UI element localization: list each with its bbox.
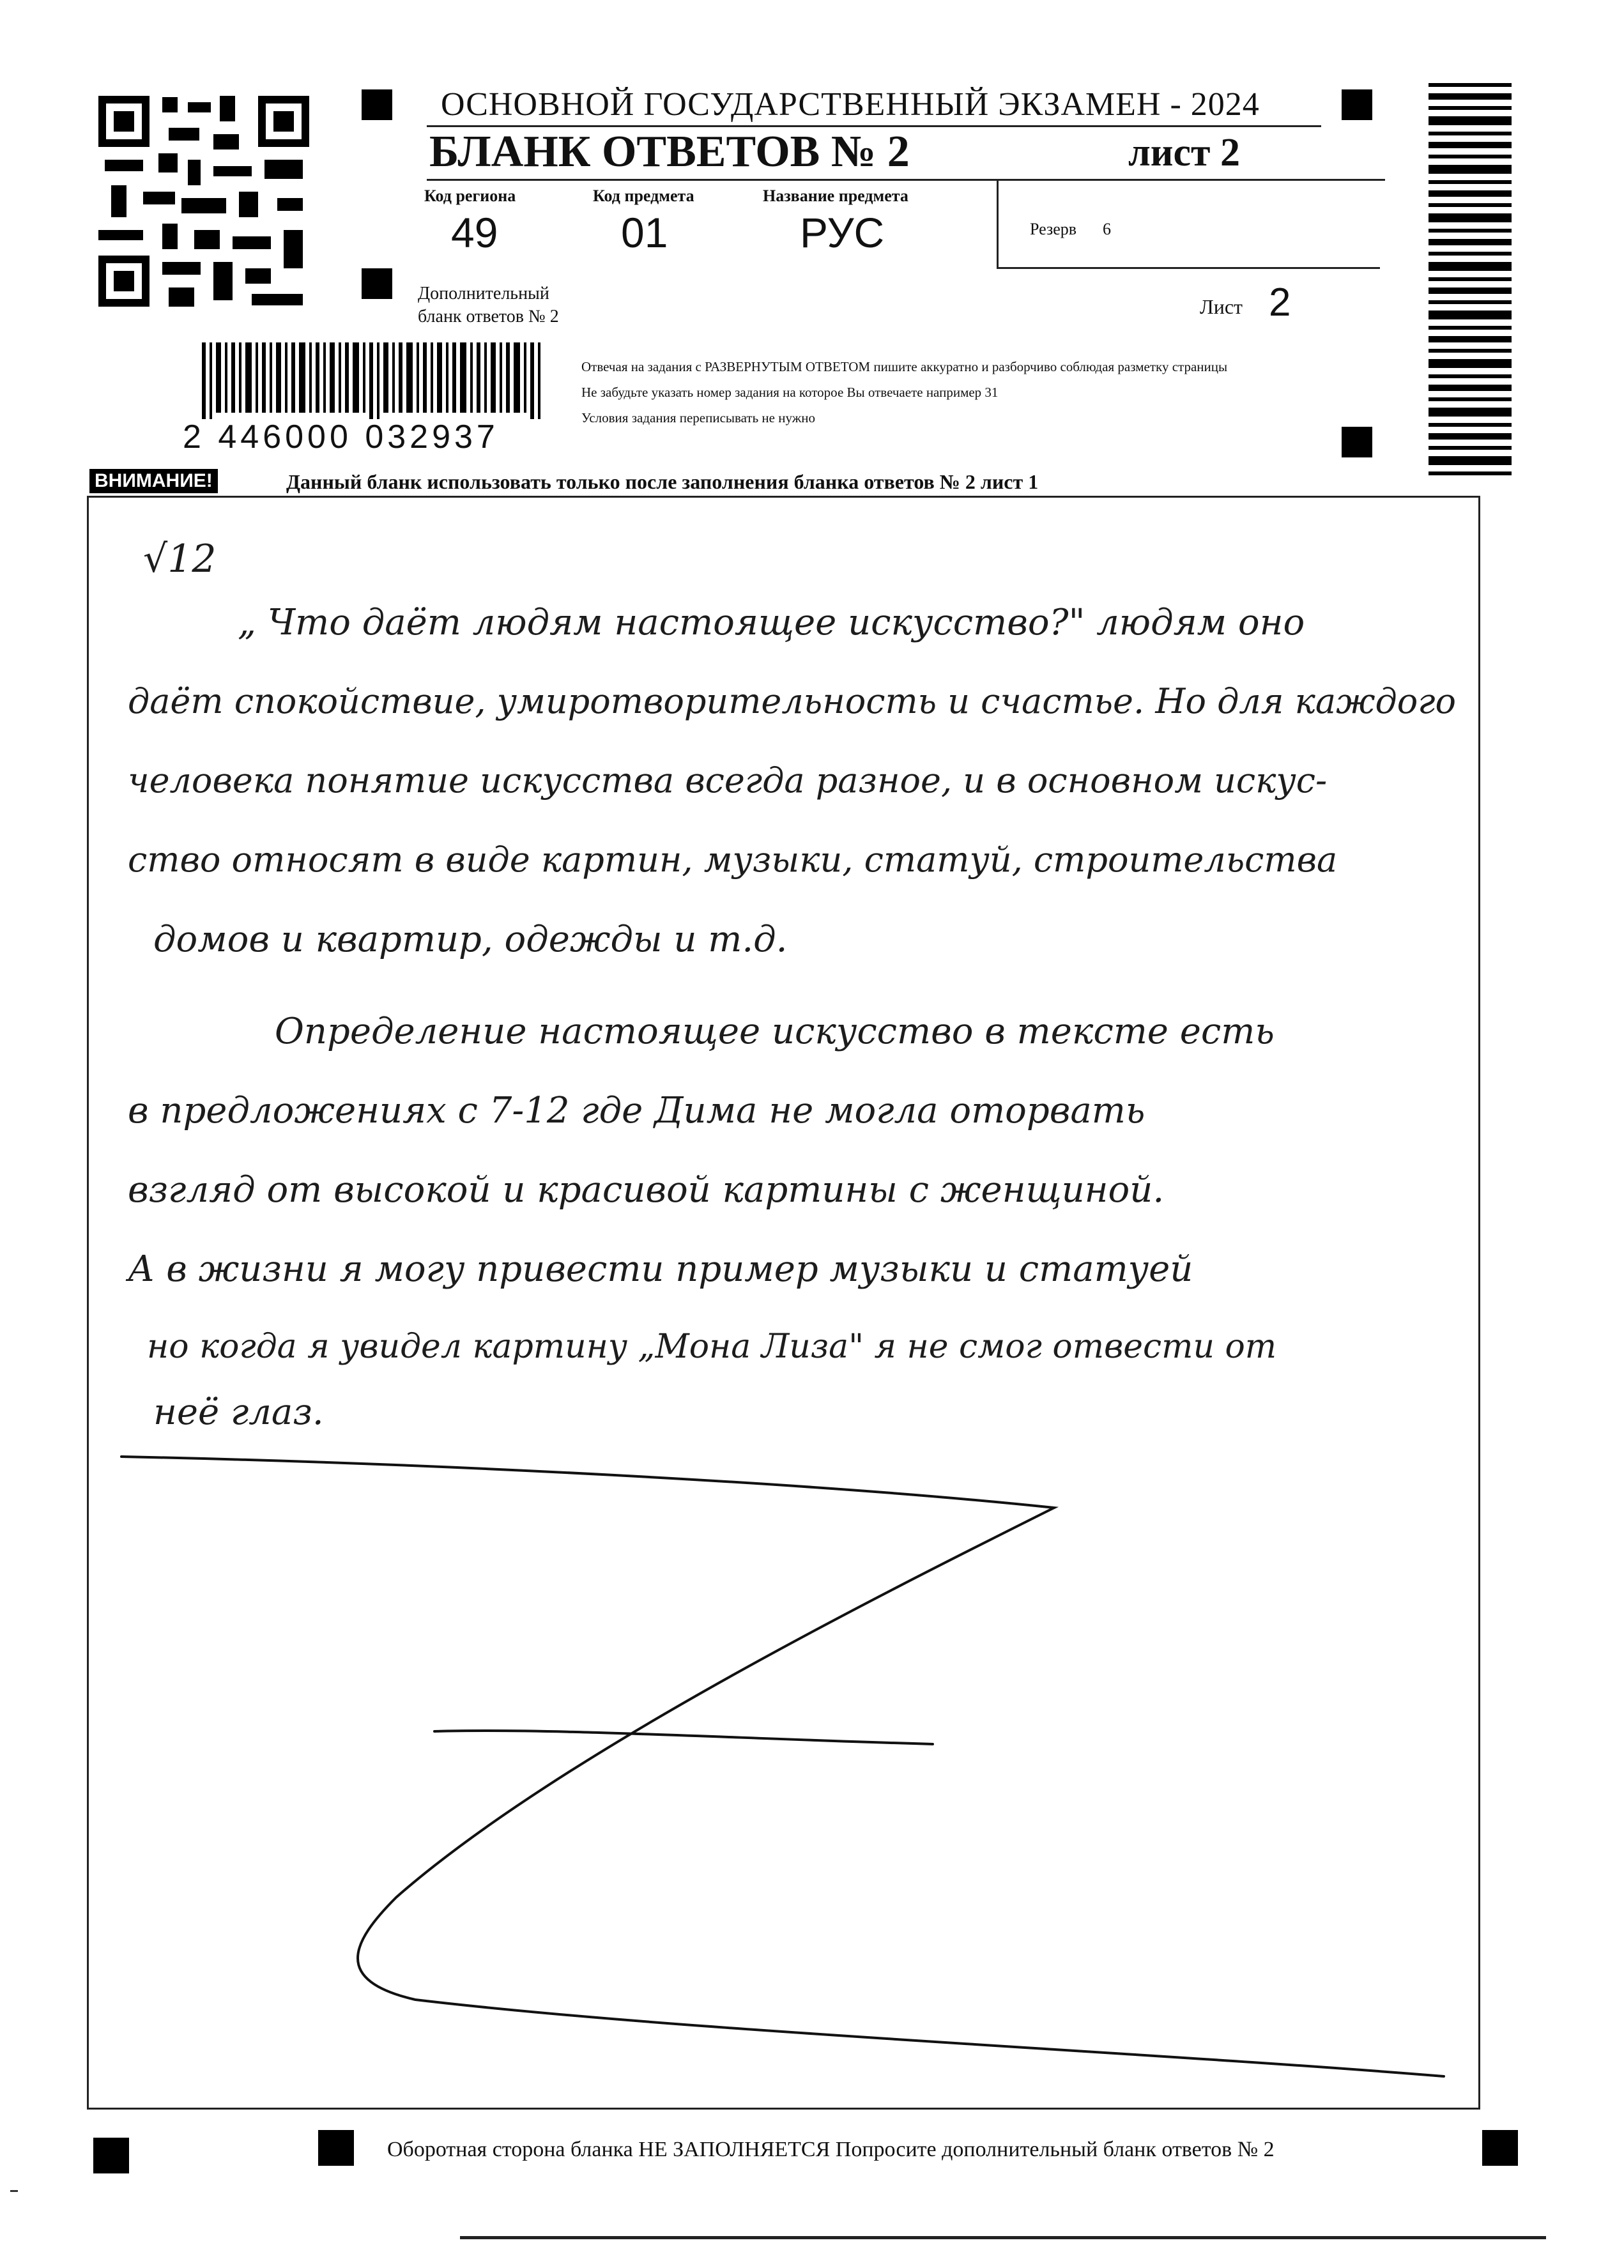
side-barcode — [1429, 83, 1512, 479]
answer-line-6: Определение настоящее искусство в тексте есть — [275, 1011, 1275, 1052]
empty-space-z-mark — [109, 1437, 1463, 2102]
answer-line-8: взгляд от высокой и красивой картины с женщиной. — [128, 1169, 1165, 1211]
margin-dash — [10, 2190, 18, 2192]
subject-code-label: Код предмета — [593, 187, 694, 205]
header-divider — [997, 179, 999, 268]
reserve-label: Резерв — [1030, 220, 1077, 238]
registration-mark-mid-right — [1342, 427, 1372, 457]
registration-mark-top-right — [1342, 89, 1372, 120]
region-label: Код региона — [424, 187, 516, 205]
footer-text: Оборотная сторона бланка НЕ ЗАПОЛНЯЕТСЯ Попросите дополнительный бланк ответов № 2 — [387, 2138, 1275, 2161]
reserve-value: 6 — [1103, 220, 1111, 238]
registration-mark-bottom-left — [93, 2138, 129, 2173]
form-barcode-graphic — [202, 342, 547, 419]
answer-line-5: домов и квартир, одежды и т.д. — [153, 919, 788, 960]
attention-text: Данный бланк использовать только после заполнения бланка ответов № 2 лист 1 — [286, 470, 1039, 493]
answer-line-10: но когда я увидел картину „Мона Лиза" я не смог отвести от — [147, 1328, 1277, 1366]
registration-mark-top-left — [362, 89, 392, 120]
z-mark-graphic — [109, 1437, 1463, 2102]
sheet-value: 2 — [1269, 280, 1291, 325]
form-title: БЛАНК ОТВЕТОВ № 2 — [429, 127, 910, 176]
qr-code — [92, 89, 316, 313]
instruction-line-3: Условия задания переписывать не нужно — [581, 410, 815, 425]
additional-label-line2: бланк ответов № 2 — [418, 307, 559, 326]
answer-line-9: А в жизни я могу привести пример музыки и статуей — [128, 1248, 1193, 1290]
header-rule-2 — [427, 179, 1385, 181]
registration-mark-bottom-center — [318, 2130, 354, 2166]
task-number: √12 — [143, 537, 217, 581]
header-rule-3 — [997, 267, 1380, 269]
region-value: 49 — [451, 209, 498, 256]
registration-mark-mid-left — [362, 268, 392, 299]
qr-code-graphic — [92, 89, 316, 313]
barcode-number: 2 446000 032937 — [183, 418, 499, 456]
sheet-label: Лист — [1200, 295, 1243, 318]
subject-code-value: 01 — [621, 209, 668, 256]
instruction-line-2: Не забудьте указать номер задания на которое Вы отвечаете например 31 — [581, 385, 999, 400]
attention-badge: ВНИМАНИЕ! — [89, 469, 218, 493]
subject-name-value: РУС — [800, 209, 885, 256]
bottom-rule — [460, 2236, 1546, 2239]
answer-line-1: „ Что даёт людям настоящее искусство?" людям оно — [238, 602, 1305, 643]
subject-name-label: Название предмета — [763, 187, 908, 205]
answer-line-2: даёт спокойствие, умиротворительность и счастье. Но для каждого — [128, 681, 1456, 721]
exam-title: ОСНОВНОЙ ГОСУДАРСТВЕННЫЙ ЭКЗАМЕН - 2024 — [441, 86, 1260, 123]
form-barcode — [202, 342, 547, 419]
answer-line-7: в предложениях с 7-12 где Дима не могла оторвать — [128, 1090, 1145, 1131]
side-barcode-graphic — [1429, 83, 1512, 479]
answer-line-3: человека понятие искусства всегда разное, и в основном искус- — [128, 760, 1328, 801]
answer-line-11: неё глаз. — [153, 1391, 324, 1433]
sheet-title: лист 2 — [1128, 131, 1240, 174]
instruction-line-1: Отвечая на задания с РАЗВЕРНУТЫМ ОТВЕТОМ пишите аккуратно и разборчиво соблюдая разметку страницы — [581, 359, 1228, 374]
registration-mark-bottom-right — [1482, 2130, 1518, 2166]
additional-label-line1: Дополнительный — [418, 284, 549, 303]
answer-line-4: ство относят в виде картин, музыки, статуй, строительства — [128, 839, 1338, 880]
